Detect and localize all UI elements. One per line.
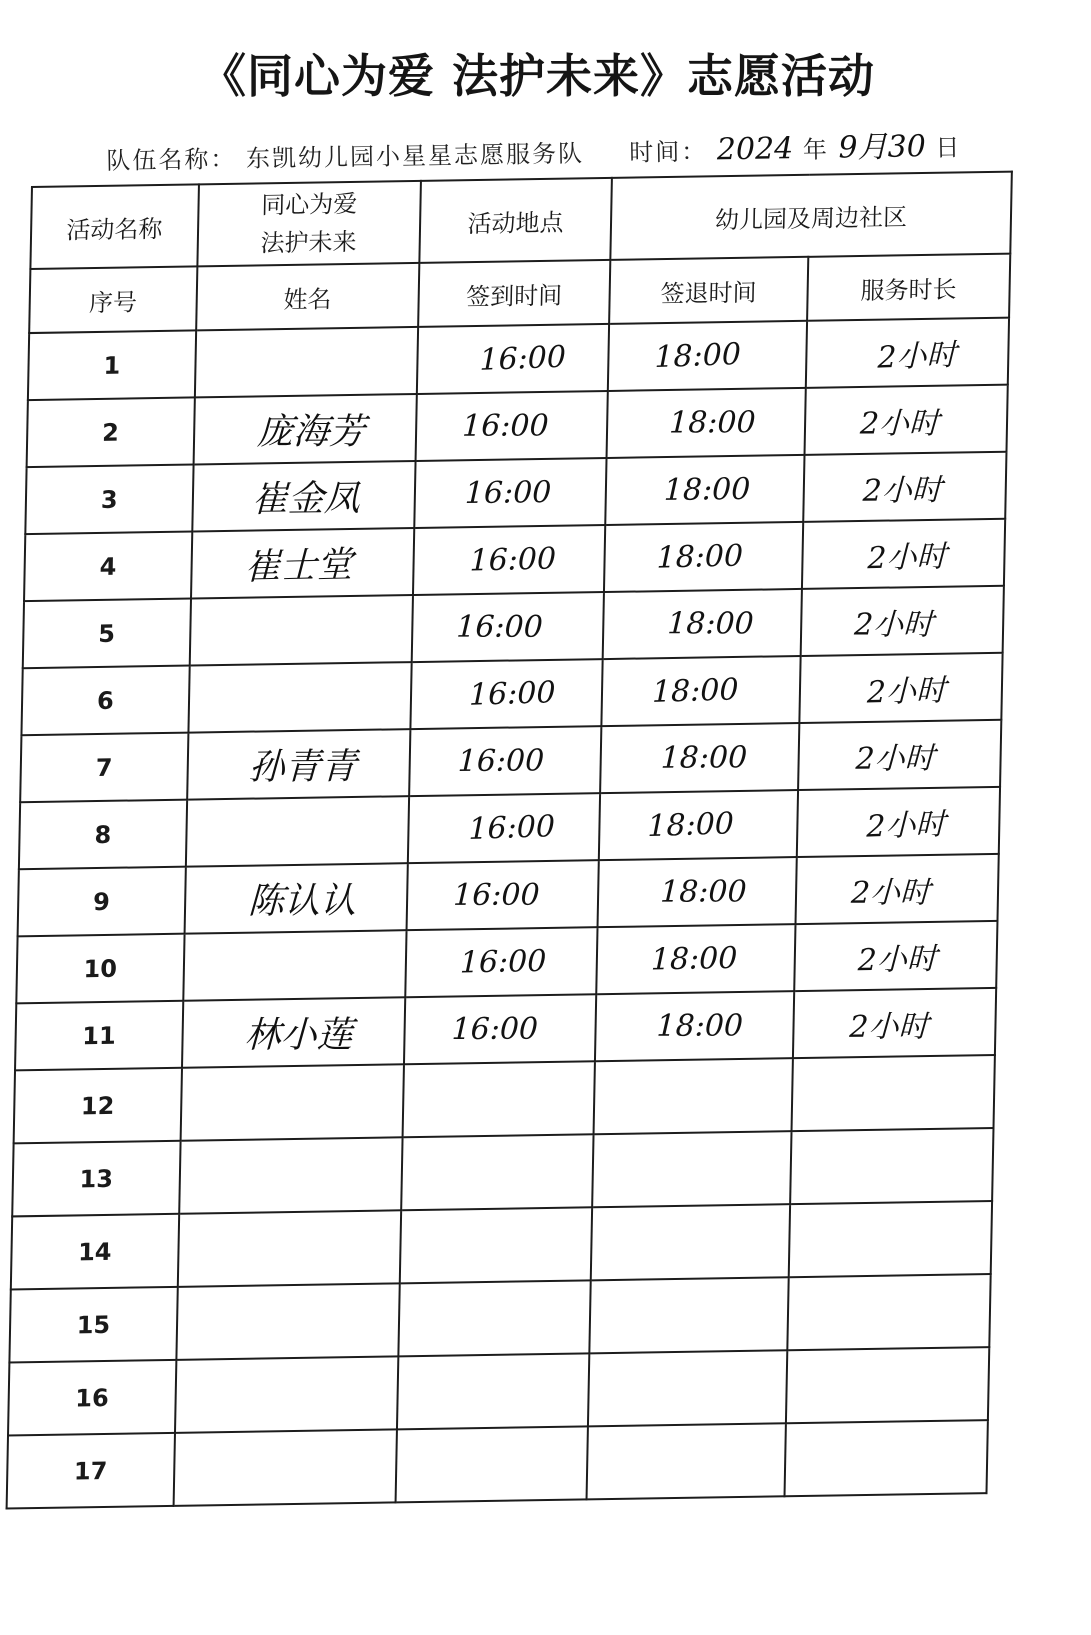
row-sign-out: 18:00 — [666, 606, 755, 642]
row-sign-in: 16:00 — [469, 675, 556, 713]
meta-line — [106, 121, 962, 178]
row-duration-cell — [802, 519, 1006, 589]
row-duration-cell — [804, 385, 1008, 455]
row-name: 庞海芳 — [256, 411, 366, 453]
row-sign-out-cell — [607, 388, 806, 458]
row-duration-cell — [794, 921, 998, 991]
row-number: 17 — [73, 1456, 108, 1485]
month-day-value: 9月30 — [838, 129, 927, 166]
row-sign-out-cell — [600, 723, 799, 793]
row-number-cell — [16, 934, 184, 1004]
row-name-cell — [177, 1210, 401, 1287]
row-number: 15 — [76, 1310, 111, 1339]
row-name-cell — [193, 394, 416, 465]
row-sign-out-cell — [592, 1131, 791, 1207]
row-sign-out-cell — [588, 1350, 787, 1426]
row-sign-in: 16:00 — [479, 339, 567, 378]
row-number-cell — [20, 733, 188, 803]
row-name-cell — [175, 1356, 399, 1433]
row-sign-in-cell — [412, 592, 604, 662]
row-sign-in-cell — [415, 391, 607, 461]
row-sign-in: 16:00 — [469, 541, 557, 579]
row-duration: 2小时 — [855, 740, 936, 777]
activity-row — [30, 172, 1011, 269]
row-sign-in-cell — [409, 726, 601, 796]
year-value: 2024 — [716, 131, 794, 168]
team-name: 东凯幼儿园小星星志愿服务队 — [245, 139, 585, 173]
row-number-cell — [8, 1360, 176, 1436]
row-duration-cell — [800, 586, 1004, 656]
row-number-cell — [19, 800, 187, 870]
row-number-cell — [11, 1214, 179, 1290]
row-number: 4 — [99, 552, 117, 581]
row-sign-in-cell — [395, 1426, 587, 1502]
row-name-cell — [173, 1429, 397, 1506]
row-name-cell — [183, 930, 406, 1001]
row-sign-in-cell — [404, 994, 596, 1064]
row-sign-out-cell — [608, 321, 807, 391]
row-duration: 2小时 — [859, 405, 940, 441]
row-number-cell — [18, 867, 186, 937]
row-duration-cell — [786, 1347, 990, 1423]
activity-name-label — [30, 184, 198, 269]
row-sign-in-cell — [402, 1061, 594, 1137]
row-sign-out-cell — [605, 455, 804, 525]
row-number: 13 — [79, 1164, 114, 1193]
row-sign-out-cell — [603, 589, 802, 659]
table-body — [7, 172, 1012, 1509]
row-sign-in-cell — [398, 1280, 590, 1356]
row-sign-out-cell — [595, 991, 794, 1061]
row-sign-out: 18:00 — [655, 1008, 744, 1044]
row-number: 2 — [101, 418, 120, 447]
row-duration: 2小时 — [857, 941, 938, 978]
row-duration: 2小时 — [853, 606, 935, 643]
row-number: 10 — [83, 954, 118, 983]
page-title: 《同心为爱 法护未来》志愿活动 — [199, 49, 875, 103]
row-sign-out: 18:00 — [654, 336, 741, 376]
row-duration-cell — [803, 452, 1007, 522]
row-sign-in: 16:00 — [468, 809, 556, 847]
row-number-cell — [24, 532, 192, 602]
row-number-cell — [27, 397, 195, 467]
row-number-cell — [25, 464, 193, 534]
row-name-cell — [192, 461, 415, 532]
row-sign-in-cell — [400, 1207, 592, 1283]
row-duration-cell — [784, 1420, 988, 1496]
day-unit: 日 — [935, 133, 962, 162]
row-sign-out-cell — [599, 790, 798, 860]
row-name-cell — [186, 796, 409, 867]
row-sign-in: 16:00 — [461, 408, 550, 444]
row-sign-out-cell — [594, 1058, 793, 1134]
activity-name-line2: 法护未来 — [260, 227, 357, 258]
table-wrap — [6, 170, 1041, 1509]
row-duration: 2小时 — [862, 472, 943, 509]
row-sign-out-cell — [596, 924, 795, 994]
row-number: 16 — [75, 1383, 109, 1412]
row-duration: 2小时 — [867, 672, 947, 710]
row-sign-out-cell — [598, 857, 797, 927]
row-number-cell — [9, 1287, 177, 1363]
row-number-cell — [21, 666, 189, 736]
row-sign-out: 18:00 — [650, 940, 738, 978]
row-sign-out-cell — [589, 1277, 788, 1353]
row-duration-cell — [795, 854, 999, 924]
row-sign-out-cell — [601, 656, 800, 726]
row-duration-cell — [793, 988, 997, 1058]
row-name-cell — [188, 662, 411, 733]
row-sign-out-cell — [587, 1423, 786, 1499]
row-duration: 2小时 — [850, 874, 931, 911]
row-sign-in: 16:00 — [464, 475, 552, 512]
col-duration: 服务时长 — [807, 254, 1010, 321]
col-index: 序号 — [29, 266, 197, 333]
time-label: 时间： — [629, 137, 708, 167]
row-name-cell — [182, 997, 405, 1068]
row-name-cell — [176, 1283, 400, 1360]
row-number-cell — [23, 599, 191, 669]
row-name: 陈认认 — [247, 880, 357, 922]
row-sign-in: 16:00 — [451, 1011, 539, 1048]
row-name: 崔金凤 — [251, 478, 361, 521]
row-name-cell — [187, 729, 410, 800]
row-number: 5 — [98, 619, 116, 648]
location-label — [419, 178, 612, 263]
row-sign-out: 18:00 — [659, 740, 748, 776]
row-sign-out: 18:00 — [656, 538, 743, 576]
row-number-cell — [28, 330, 196, 400]
row-sign-in: 16:00 — [455, 609, 544, 645]
row-name-cell — [184, 863, 407, 934]
row-number-cell — [7, 1433, 175, 1509]
row-number-cell — [15, 1001, 183, 1071]
row-sign-in: 16:00 — [452, 877, 541, 913]
location-label-text: 活动地点 — [467, 208, 564, 238]
row-sign-in-cell — [397, 1353, 589, 1429]
row-duration: 2小时 — [866, 806, 946, 845]
row-duration-cell — [791, 1055, 995, 1131]
row-name-cell — [189, 595, 412, 666]
row-name-cell — [195, 327, 418, 398]
row-number: 7 — [95, 753, 113, 782]
row-sign-out: 18:00 — [663, 471, 751, 508]
activity-name-value — [197, 181, 421, 267]
location-value-text: 幼儿园及周边社区 — [714, 202, 908, 234]
row-sign-in-cell — [406, 860, 598, 930]
table-row — [7, 1420, 988, 1508]
row-sign-in: 16:00 — [459, 943, 547, 981]
row-duration-cell — [790, 1128, 994, 1204]
row-sign-out-cell — [604, 522, 803, 592]
row-sign-out: 18:00 — [651, 672, 739, 710]
row-sign-in-cell — [413, 525, 605, 595]
row-number-cell — [12, 1141, 180, 1217]
row-name: 孙青青 — [247, 746, 358, 789]
row-number: 3 — [100, 485, 118, 514]
row-number: 6 — [96, 686, 115, 715]
row-duration-cell — [806, 318, 1010, 388]
row-number: 14 — [77, 1237, 112, 1266]
team-label: 队伍名称： — [106, 144, 237, 175]
row-duration: 2小时 — [877, 337, 957, 376]
row-sign-out: 18:00 — [668, 405, 756, 441]
row-sign-in: 16:00 — [457, 743, 545, 779]
row-number: 1 — [103, 351, 121, 380]
row-sign-in-cell — [417, 324, 609, 394]
row-sign-in-cell — [410, 659, 602, 729]
row-number: 12 — [80, 1091, 115, 1120]
row-number: 11 — [82, 1021, 116, 1050]
row-duration-cell — [798, 720, 1002, 790]
activity-name-label-text: 活动名称 — [66, 214, 163, 244]
location-value — [610, 172, 1012, 260]
row-name: 林小莲 — [243, 1014, 353, 1057]
row-name-cell — [191, 528, 414, 599]
year-unit: 年 — [802, 135, 830, 165]
row-sign-out: 18:00 — [659, 874, 747, 910]
row-duration-cell — [788, 1201, 992, 1277]
activity-name-line1: 同心为爱 — [261, 189, 358, 220]
col-sign-out: 签退时间 — [609, 257, 808, 324]
row-duration: 2小时 — [867, 538, 948, 576]
row-sign-out: 18:00 — [647, 806, 734, 845]
row-sign-in-cell — [401, 1134, 593, 1210]
row-name-cell — [180, 1064, 404, 1141]
row-number: 8 — [94, 820, 112, 849]
row-duration-cell — [799, 653, 1003, 723]
row-sign-in-cell — [414, 458, 606, 528]
row-duration-cell — [797, 787, 1001, 857]
col-sign-in: 签到时间 — [418, 260, 610, 327]
row-number-cell — [14, 1068, 182, 1144]
row-name-cell — [179, 1137, 403, 1214]
row-sign-in-cell — [405, 927, 597, 997]
row-number: 9 — [92, 887, 111, 916]
row-duration-cell — [787, 1274, 991, 1350]
col-name: 姓名 — [196, 263, 419, 331]
row-sign-out-cell — [591, 1204, 790, 1280]
volunteer-table — [6, 171, 1013, 1510]
row-name: 崔士堂 — [244, 544, 353, 589]
row-duration: 2小时 — [849, 1008, 930, 1045]
row-sign-in-cell — [408, 793, 600, 863]
